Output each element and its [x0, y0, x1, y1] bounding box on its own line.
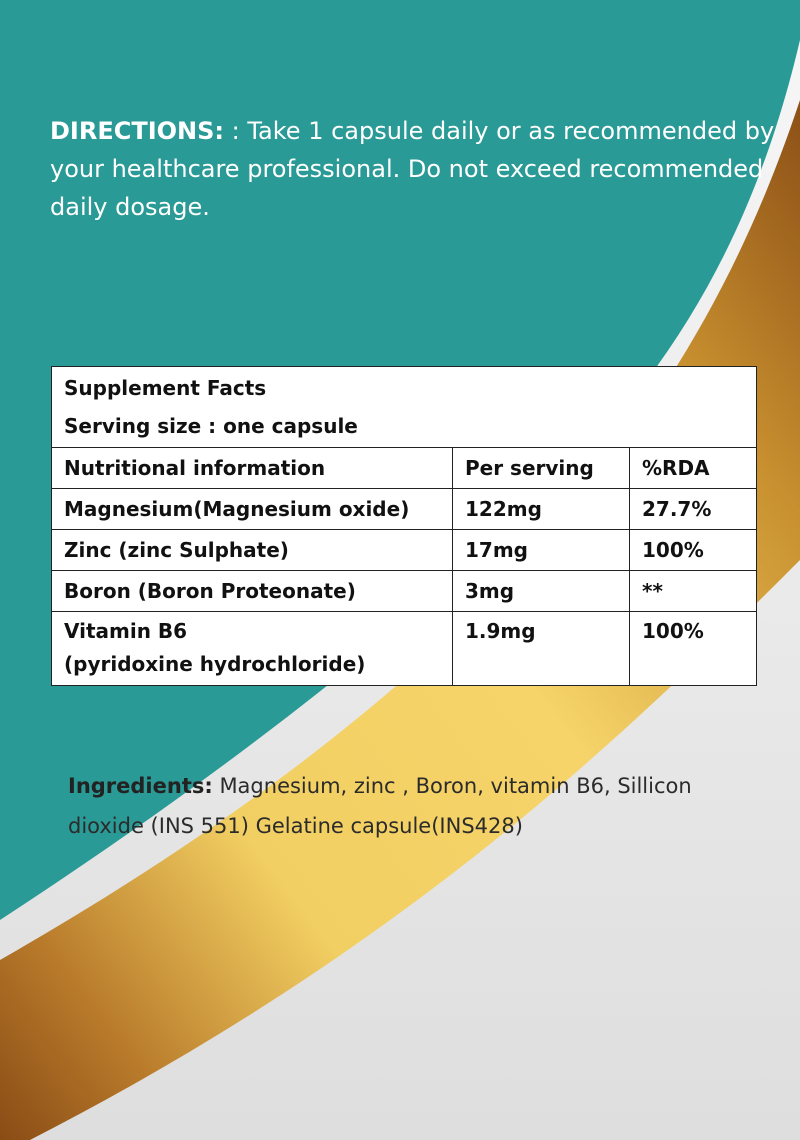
- supplement-facts-table: [51, 366, 757, 686]
- column-header-rda: %RDA: [630, 448, 757, 489]
- table-row: [52, 612, 757, 686]
- table-column-headers: [52, 448, 757, 489]
- nutrient-per-serving: 1.9mg: [453, 612, 630, 686]
- nutrient-per-serving: 17mg: [453, 530, 630, 571]
- ingredients-text: [68, 766, 768, 846]
- nutrient-name-line1: Vitamin B6: [64, 619, 188, 643]
- ingredients-body: Magnesium, zinc , Boron, vitamin B6, Sillicon dioxide (INS 551) Gelatine capsule(INS428): [68, 774, 692, 838]
- column-header-per-serving: Per serving: [453, 448, 630, 489]
- table-row: [52, 530, 757, 571]
- nutrient-per-serving: 122mg: [453, 489, 630, 530]
- nutrient-name: Magnesium(Magnesium oxide): [52, 489, 453, 530]
- nutrient-name-line2: (pyridoxine hydrochloride): [64, 652, 366, 676]
- supplement-facts-title: Supplement Facts: [64, 376, 267, 400]
- nutrient-name: [52, 612, 453, 686]
- nutrient-name: Boron (Boron Proteonate): [52, 571, 453, 612]
- nutrient-rda: 100%: [630, 612, 757, 686]
- nutrient-rda: **: [630, 571, 757, 612]
- column-header-nutrition: Nutritional information: [52, 448, 453, 489]
- ingredients-label: Ingredients:: [68, 774, 213, 798]
- table-row: [52, 571, 757, 612]
- table-header-cell: [52, 367, 757, 448]
- table-header-row: [52, 367, 757, 448]
- directions-text: [50, 112, 785, 226]
- directions-label: DIRECTIONS:: [50, 117, 225, 145]
- nutrient-rda: 100%: [630, 530, 757, 571]
- nutrient-rda: 27.7%: [630, 489, 757, 530]
- nutrient-name: Zinc (zinc Sulphate): [52, 530, 453, 571]
- nutrient-per-serving: 3mg: [453, 571, 630, 612]
- serving-size: Serving size : one capsule: [64, 414, 358, 438]
- table-row: [52, 489, 757, 530]
- directions-body: : Take 1 capsule daily or as recommended by your healthcare professional. Do not exceed recommended daily dosage.: [50, 117, 775, 221]
